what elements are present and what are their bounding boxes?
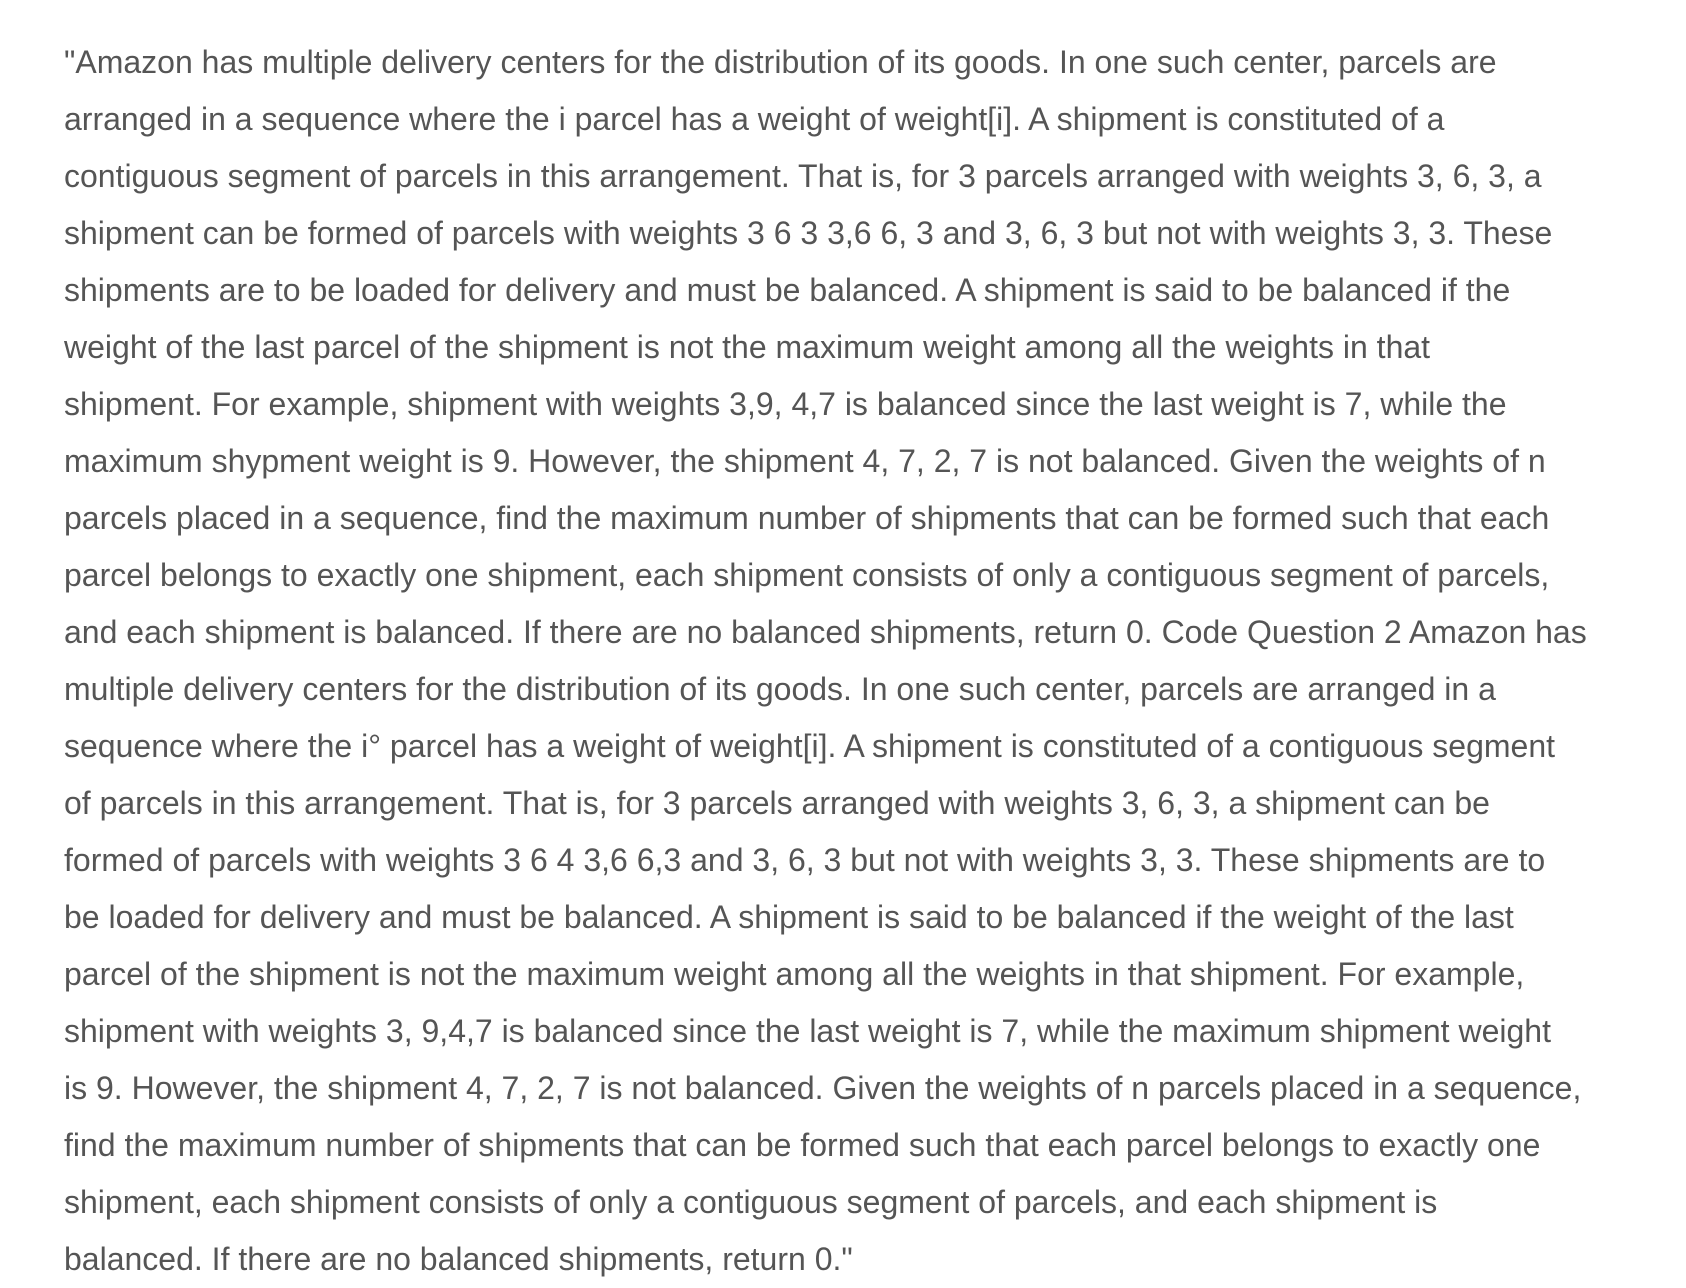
text-line: arranged in a sequence where the i parcel has a weight of weight[i]. A shipment is constituted of a: [64, 101, 1445, 137]
text-line: shipments are to be loaded for delivery and must be balanced. A shipment is said to be balanced if the: [64, 272, 1511, 308]
text-line: be loaded for delivery and must be balanced. A shipment is said to be balanced if the weight of the last: [64, 899, 1514, 935]
text-line: "Amazon has multiple delivery centers for the distribution of its goods. In one such center, parcels are: [64, 44, 1497, 80]
text-line: parcel belongs to exactly one shipment, each shipment consists of only a contiguous segment of parcels,: [64, 557, 1550, 593]
text-line: shipment with weights 3, 9,4,7 is balanced since the last weight is 7, while the maximum shipment weight: [64, 1013, 1551, 1049]
question-text-block: [64, 34, 1684, 1288]
text-line: of parcels in this arrangement. That is, for 3 parcels arranged with weights 3, 6, 3, a shipment can be: [64, 785, 1490, 821]
text-line: sequence where the i° parcel has a weight of weight[i]. A shipment is constituted of a contiguous segment: [64, 728, 1556, 764]
text-line: shipment. For example, shipment with weights 3,9, 4,7 is balanced since the last weight is 7, while the: [64, 386, 1507, 422]
text-line: multiple delivery centers for the distribution of its goods. In one such center, parcels are arranged in a: [64, 671, 1496, 707]
text-line: shipment, each shipment consists of only a contiguous segment of parcels, and each shipment is: [64, 1184, 1438, 1220]
text-line: contiguous segment of parcels in this arrangement. That is, for 3 parcels arranged with weights 3, 6, 3, a: [64, 158, 1542, 194]
text-line: is 9. However, the shipment 4, 7, 2, 7 is not balanced. Given the weights of n parcels placed in a sequence,: [64, 1070, 1582, 1106]
text-line: balanced. If there are no balanced shipments, return 0.": [64, 1241, 853, 1277]
text-line: formed of parcels with weights 3 6 4 3,6 6,3 and 3, 6, 3 but not with weights 3, 3. These shipments are to: [64, 842, 1546, 878]
text-line: and each shipment is balanced. If there are no balanced shipments, return 0. Code Question 2 Amazon has: [64, 614, 1587, 650]
text-line: shipment can be formed of parcels with weights 3 6 3 3,6 6, 3 and 3, 6, 3 but not with weights 3, 3. These: [64, 215, 1553, 251]
text-line: parcel of the shipment is not the maximum weight among all the weights in that shipment. For example,: [64, 956, 1525, 992]
text-line: parcels placed in a sequence, find the maximum number of shipments that can be formed such that each: [64, 500, 1550, 536]
text-line: weight of the last parcel of the shipment is not the maximum weight among all the weights in that: [64, 329, 1431, 365]
text-line: maximum shypment weight is 9. However, the shipment 4, 7, 2, 7 is not balanced. Given the weights of n: [64, 443, 1546, 479]
text-line: find the maximum number of shipments that can be formed such that each parcel belongs to exactly one: [64, 1127, 1541, 1163]
